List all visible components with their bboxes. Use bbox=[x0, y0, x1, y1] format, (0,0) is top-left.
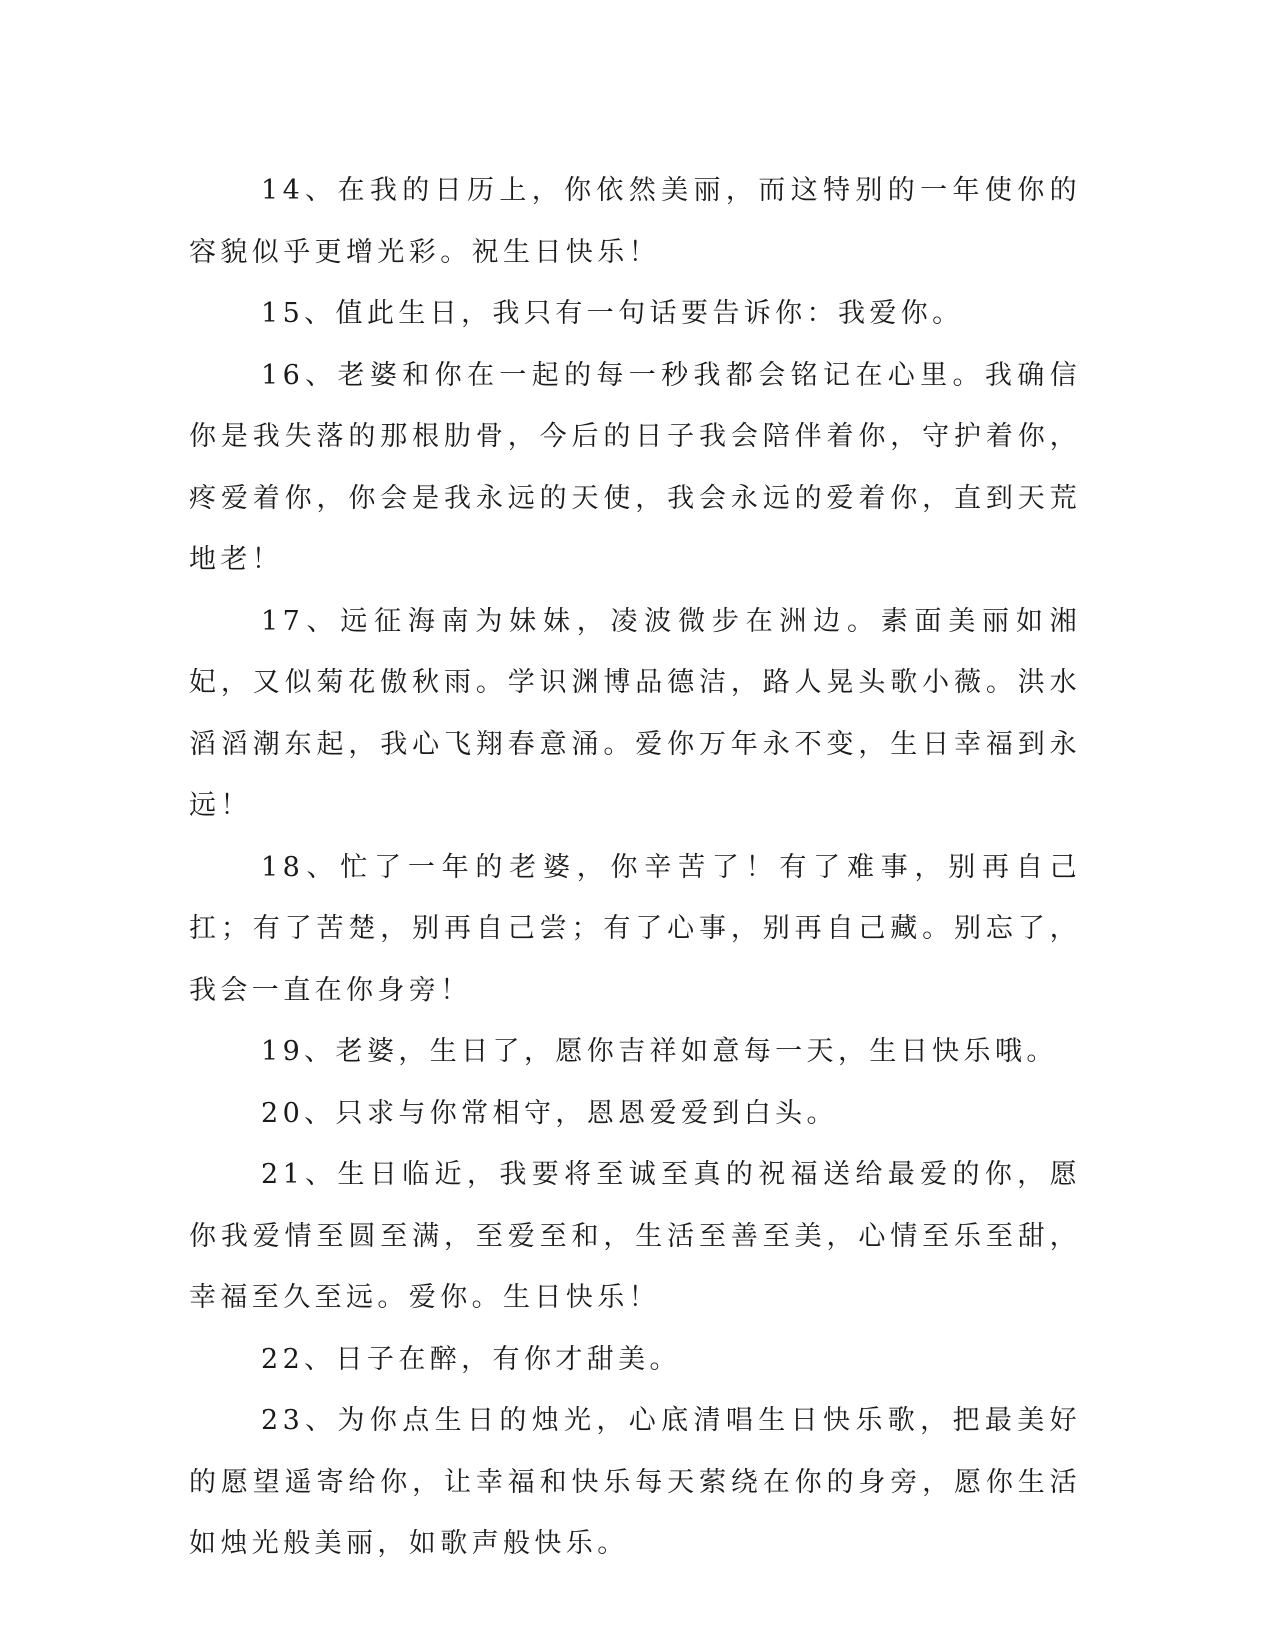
paragraph-19: 19、老婆，生日了，愿你吉祥如意每一天，生日快乐哦。 bbox=[261, 1036, 1058, 1067]
paragraph-21: 21、生日临近，我要将至诚至真的祝福送给最爱的你，愿你我爱情至圆至满，至爱至和，生活至善至美，心情至乐至甜，幸福至久至远。爱你。生日快乐！ bbox=[189, 1159, 1081, 1313]
paragraph-14: 14、在我的日历上，你依然美丽，而这特别的一年使你的容貌似乎更增光彩。祝生日快乐！ bbox=[189, 175, 1081, 268]
paragraph-15: 15、值此生日，我只有一句话要告诉你：我爱你。 bbox=[261, 298, 964, 329]
paragraph-16: 16、老婆和你在一起的每一秒我都会铭记在心里。我确信你是我失落的那根肋骨，今后的日子我会陪伴着你，守护着你，疼爱着你，你会是我永远的天使，我会永远的爱着你，直到天荒地老！ bbox=[189, 359, 1081, 575]
paragraph-22: 22、日子在醉，有你才甜美。 bbox=[261, 1343, 681, 1375]
paragraph-20: 20、只求与你常相守，恩恩爱爱到白头。 bbox=[261, 1097, 838, 1129]
paragraph-18: 18、忙了一年的老婆，你辛苦了！有了难事，别再自己扛；有了苦楚，别再自己尝；有了心事，别再自己藏。别忘了，我会一直在你身旁！ bbox=[189, 851, 1081, 1006]
paragraph-23: 23、为你点生日的烛光，心底清唱生日快乐歌，把最美好的愿望遥寄给你，让幸福和快乐每天萦绕在你的身旁，愿你生活如烛光般美丽，如歌声般快乐。 bbox=[189, 1405, 1081, 1559]
paragraph-17: 17、远征海南为妹妹，凌波微步在洲边。素面美丽如湘妃，又似菊花傲秋雨。学识渊博品德洁，路人晃头歌小薇。洪水滔滔潮东起，我心飞翔春意涌。爱你万年永不变，生日幸福到永远！ bbox=[189, 605, 1081, 821]
document-body bbox=[189, 160, 1081, 1575]
